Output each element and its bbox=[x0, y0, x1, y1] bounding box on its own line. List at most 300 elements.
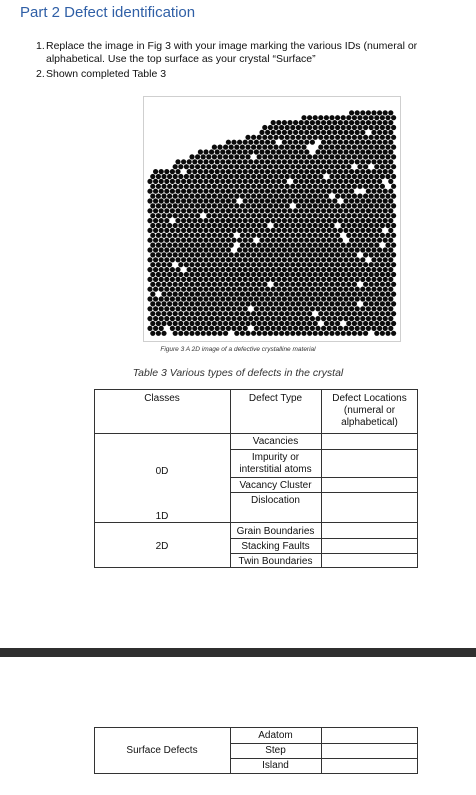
atom bbox=[341, 301, 346, 306]
atom bbox=[203, 277, 208, 282]
atom bbox=[198, 296, 203, 301]
atom bbox=[315, 326, 320, 331]
atom bbox=[271, 149, 276, 154]
atom bbox=[287, 247, 292, 252]
atom bbox=[237, 228, 242, 233]
atom bbox=[254, 287, 259, 292]
atom bbox=[215, 316, 220, 321]
defect-twin-boundaries: Twin Boundaries bbox=[238, 556, 313, 567]
atom bbox=[265, 296, 270, 301]
atom bbox=[363, 154, 368, 159]
atom bbox=[369, 154, 374, 159]
atom bbox=[374, 223, 379, 228]
atom bbox=[254, 306, 259, 311]
atom bbox=[259, 306, 264, 311]
atom bbox=[248, 247, 253, 252]
atom bbox=[209, 149, 214, 154]
atom bbox=[360, 149, 365, 154]
atom bbox=[299, 130, 304, 135]
atom bbox=[170, 208, 175, 213]
atom bbox=[273, 311, 278, 316]
atom bbox=[203, 189, 208, 194]
atom bbox=[178, 243, 183, 248]
atom bbox=[184, 174, 189, 179]
atom bbox=[318, 272, 323, 277]
atom bbox=[240, 331, 245, 336]
atom bbox=[156, 213, 161, 218]
atom bbox=[248, 287, 253, 292]
atom bbox=[209, 208, 214, 213]
atom bbox=[349, 326, 354, 331]
atom bbox=[220, 179, 225, 184]
row-divider bbox=[230, 492, 418, 493]
atom bbox=[290, 301, 295, 306]
atom bbox=[254, 267, 259, 272]
atom bbox=[173, 311, 178, 316]
atom bbox=[374, 311, 379, 316]
column-divider bbox=[321, 727, 322, 774]
atom bbox=[313, 243, 318, 248]
atom bbox=[161, 311, 166, 316]
atom bbox=[153, 238, 158, 243]
atom bbox=[391, 154, 396, 159]
atom bbox=[234, 282, 239, 287]
atom bbox=[371, 326, 376, 331]
atom bbox=[355, 326, 360, 331]
atom bbox=[371, 130, 376, 135]
atom bbox=[271, 247, 276, 252]
atom bbox=[335, 301, 340, 306]
atom bbox=[310, 326, 315, 331]
atom bbox=[355, 208, 360, 213]
atom bbox=[304, 287, 309, 292]
atom bbox=[332, 189, 337, 194]
atom bbox=[237, 267, 242, 272]
atom bbox=[173, 282, 178, 287]
atom bbox=[164, 198, 169, 203]
atom bbox=[341, 115, 346, 120]
defect-impurity-line: interstitial atoms bbox=[239, 464, 312, 475]
atom bbox=[391, 272, 396, 277]
atom bbox=[349, 296, 354, 301]
atom bbox=[243, 228, 248, 233]
atom bbox=[271, 257, 276, 262]
atom bbox=[282, 247, 287, 252]
atom bbox=[159, 179, 164, 184]
atom bbox=[259, 218, 264, 223]
atom bbox=[175, 198, 180, 203]
atom bbox=[245, 311, 250, 316]
atom bbox=[184, 331, 189, 336]
atom bbox=[215, 218, 220, 223]
atom bbox=[287, 228, 292, 233]
atom bbox=[380, 145, 385, 150]
atom bbox=[388, 228, 393, 233]
atom bbox=[352, 223, 357, 228]
atom bbox=[268, 331, 273, 336]
atom bbox=[388, 287, 393, 292]
atom bbox=[327, 120, 332, 125]
atom bbox=[156, 282, 161, 287]
atom bbox=[318, 203, 323, 208]
atom bbox=[254, 179, 259, 184]
atom bbox=[276, 228, 281, 233]
atom bbox=[237, 316, 242, 321]
atom bbox=[167, 321, 172, 326]
atom bbox=[321, 179, 326, 184]
atom bbox=[243, 326, 248, 331]
atom bbox=[170, 189, 175, 194]
atom bbox=[201, 331, 206, 336]
atom bbox=[201, 282, 206, 287]
atom bbox=[175, 267, 180, 272]
atom bbox=[296, 125, 301, 130]
atom bbox=[366, 238, 371, 243]
atom bbox=[161, 252, 166, 257]
atom bbox=[181, 228, 186, 233]
atom bbox=[332, 120, 337, 125]
atom bbox=[237, 169, 242, 174]
atom bbox=[150, 203, 155, 208]
atom bbox=[357, 135, 362, 140]
atom bbox=[240, 203, 245, 208]
atom bbox=[346, 164, 351, 169]
atom bbox=[363, 184, 368, 189]
atom bbox=[257, 252, 262, 257]
atom bbox=[251, 184, 256, 189]
atom bbox=[343, 228, 348, 233]
atom bbox=[310, 198, 315, 203]
atom bbox=[301, 331, 306, 336]
atom bbox=[349, 208, 354, 213]
instruction-line: Replace the image in Fig 3 with your image marking the various IDs (numeral or bbox=[46, 40, 418, 52]
atom bbox=[355, 316, 360, 321]
atom bbox=[377, 306, 382, 311]
atom bbox=[318, 262, 323, 267]
atom bbox=[198, 208, 203, 213]
atom bbox=[349, 120, 354, 125]
atom bbox=[391, 164, 396, 169]
atom bbox=[366, 306, 371, 311]
atom bbox=[164, 247, 169, 252]
atom bbox=[262, 203, 267, 208]
atom bbox=[369, 194, 374, 199]
atom bbox=[363, 233, 368, 238]
atom bbox=[318, 233, 323, 238]
atom bbox=[164, 306, 169, 311]
atom bbox=[282, 228, 287, 233]
atom bbox=[181, 189, 186, 194]
atom bbox=[363, 252, 368, 257]
atom bbox=[187, 296, 192, 301]
atom bbox=[223, 301, 228, 306]
atom bbox=[299, 277, 304, 282]
atom bbox=[355, 267, 360, 272]
atom bbox=[240, 243, 245, 248]
atom bbox=[293, 257, 298, 262]
atom bbox=[203, 326, 208, 331]
atom bbox=[296, 164, 301, 169]
atom bbox=[187, 306, 192, 311]
atom bbox=[391, 184, 396, 189]
atom bbox=[355, 130, 360, 135]
atom bbox=[293, 208, 298, 213]
atom bbox=[327, 218, 332, 223]
atom bbox=[254, 316, 259, 321]
atom bbox=[240, 321, 245, 326]
atom bbox=[327, 130, 332, 135]
atom bbox=[212, 301, 217, 306]
atom bbox=[195, 174, 200, 179]
atom bbox=[156, 262, 161, 267]
atom bbox=[324, 154, 329, 159]
atom bbox=[304, 228, 309, 233]
atom bbox=[360, 228, 365, 233]
atom bbox=[209, 277, 214, 282]
atom bbox=[175, 218, 180, 223]
atom bbox=[153, 208, 158, 213]
atom bbox=[377, 296, 382, 301]
atom bbox=[254, 296, 259, 301]
atom bbox=[189, 203, 194, 208]
atom bbox=[287, 130, 292, 135]
atom bbox=[147, 189, 152, 194]
atom bbox=[357, 125, 362, 130]
atom bbox=[251, 213, 256, 218]
atom bbox=[327, 169, 332, 174]
atom bbox=[310, 228, 315, 233]
atom bbox=[374, 174, 379, 179]
atom bbox=[273, 164, 278, 169]
atom bbox=[290, 194, 295, 199]
atom bbox=[341, 331, 346, 336]
atom bbox=[296, 292, 301, 297]
atom bbox=[380, 331, 385, 336]
atom bbox=[181, 326, 186, 331]
atom bbox=[273, 272, 278, 277]
atom bbox=[237, 238, 242, 243]
atom bbox=[357, 321, 362, 326]
atom bbox=[357, 272, 362, 277]
atom bbox=[215, 277, 220, 282]
atom bbox=[206, 272, 211, 277]
atom bbox=[380, 174, 385, 179]
atom bbox=[251, 311, 256, 316]
atom bbox=[285, 145, 290, 150]
atom bbox=[192, 159, 197, 164]
atom bbox=[299, 296, 304, 301]
atom bbox=[285, 252, 290, 257]
atom bbox=[156, 252, 161, 257]
atom bbox=[175, 277, 180, 282]
atom bbox=[237, 208, 242, 213]
atom bbox=[257, 331, 262, 336]
atom bbox=[251, 301, 256, 306]
atom bbox=[324, 184, 329, 189]
atom bbox=[201, 174, 206, 179]
atom bbox=[282, 306, 287, 311]
atom bbox=[271, 159, 276, 164]
atom bbox=[147, 306, 152, 311]
atom bbox=[388, 316, 393, 321]
atom bbox=[318, 145, 323, 150]
atom bbox=[226, 238, 231, 243]
atom bbox=[327, 267, 332, 272]
atom bbox=[231, 238, 236, 243]
atom bbox=[153, 189, 158, 194]
atom bbox=[366, 159, 371, 164]
atom bbox=[192, 296, 197, 301]
atom bbox=[220, 198, 225, 203]
atom bbox=[170, 257, 175, 262]
atom bbox=[299, 257, 304, 262]
atom bbox=[332, 287, 337, 292]
atom bbox=[223, 292, 228, 297]
atom bbox=[226, 257, 231, 262]
atom bbox=[248, 316, 253, 321]
atom bbox=[360, 140, 365, 145]
atom bbox=[304, 120, 309, 125]
atom bbox=[276, 287, 281, 292]
atom bbox=[147, 198, 152, 203]
atom bbox=[299, 316, 304, 321]
atom bbox=[357, 194, 362, 199]
atom bbox=[287, 238, 292, 243]
atom bbox=[304, 149, 309, 154]
atom bbox=[184, 282, 189, 287]
atom bbox=[226, 179, 231, 184]
atom bbox=[212, 154, 217, 159]
atom bbox=[341, 262, 346, 267]
atom bbox=[388, 189, 393, 194]
atom bbox=[329, 164, 334, 169]
atom bbox=[346, 203, 351, 208]
atom bbox=[223, 282, 228, 287]
atom bbox=[209, 326, 214, 331]
atom bbox=[220, 169, 225, 174]
atom bbox=[184, 203, 189, 208]
atom bbox=[223, 243, 228, 248]
atom bbox=[229, 311, 234, 316]
atom bbox=[147, 247, 152, 252]
atom bbox=[391, 233, 396, 238]
atom bbox=[175, 159, 180, 164]
atom bbox=[217, 194, 222, 199]
atom bbox=[237, 179, 242, 184]
atom bbox=[363, 194, 368, 199]
atom bbox=[265, 140, 270, 145]
atom bbox=[231, 316, 236, 321]
atom bbox=[150, 194, 155, 199]
atom bbox=[209, 189, 214, 194]
atom bbox=[335, 135, 340, 140]
atom bbox=[374, 115, 379, 120]
atom bbox=[377, 198, 382, 203]
atom bbox=[203, 169, 208, 174]
atom bbox=[371, 120, 376, 125]
atom bbox=[231, 267, 236, 272]
row-divider bbox=[230, 477, 418, 478]
atom bbox=[377, 238, 382, 243]
atom bbox=[192, 208, 197, 213]
atom bbox=[391, 282, 396, 287]
atom bbox=[299, 140, 304, 145]
atom bbox=[346, 262, 351, 267]
atom bbox=[167, 292, 172, 297]
atom bbox=[360, 316, 365, 321]
atom bbox=[329, 223, 334, 228]
atom bbox=[374, 154, 379, 159]
atom bbox=[349, 198, 354, 203]
atom bbox=[287, 169, 292, 174]
atom bbox=[147, 257, 152, 262]
atom bbox=[346, 174, 351, 179]
atom bbox=[310, 257, 315, 262]
atom bbox=[332, 169, 337, 174]
atom bbox=[332, 247, 337, 252]
atom bbox=[226, 267, 231, 272]
atom bbox=[268, 321, 273, 326]
atom bbox=[206, 243, 211, 248]
atom bbox=[217, 203, 222, 208]
atom bbox=[293, 316, 298, 321]
atom bbox=[268, 213, 273, 218]
atom bbox=[369, 203, 374, 208]
atom bbox=[173, 203, 178, 208]
atom bbox=[276, 159, 281, 164]
atom bbox=[307, 272, 312, 277]
atom bbox=[296, 135, 301, 140]
atom bbox=[383, 110, 388, 115]
atom bbox=[301, 125, 306, 130]
atom bbox=[369, 282, 374, 287]
atom bbox=[209, 247, 214, 252]
atom bbox=[287, 120, 292, 125]
atom bbox=[335, 233, 340, 238]
atom bbox=[374, 135, 379, 140]
atom bbox=[243, 267, 248, 272]
atom bbox=[206, 194, 211, 199]
atom bbox=[175, 228, 180, 233]
atom bbox=[175, 296, 180, 301]
atom bbox=[369, 272, 374, 277]
instruction-number: 1. bbox=[36, 40, 45, 52]
row-divider bbox=[230, 538, 418, 539]
atom bbox=[318, 243, 323, 248]
atom bbox=[385, 154, 390, 159]
atom bbox=[147, 326, 152, 331]
atom bbox=[299, 326, 304, 331]
atom bbox=[187, 316, 192, 321]
atom bbox=[268, 164, 273, 169]
atom bbox=[324, 135, 329, 140]
atom bbox=[307, 164, 312, 169]
atom bbox=[388, 247, 393, 252]
atom bbox=[352, 301, 357, 306]
atom bbox=[257, 262, 262, 267]
atom bbox=[329, 282, 334, 287]
atom bbox=[366, 179, 371, 184]
atom bbox=[156, 272, 161, 277]
atom bbox=[178, 321, 183, 326]
atom bbox=[313, 135, 318, 140]
atom bbox=[262, 262, 267, 267]
atom bbox=[296, 184, 301, 189]
atom bbox=[181, 277, 186, 282]
atom bbox=[192, 218, 197, 223]
atom bbox=[265, 198, 270, 203]
atom bbox=[380, 252, 385, 257]
